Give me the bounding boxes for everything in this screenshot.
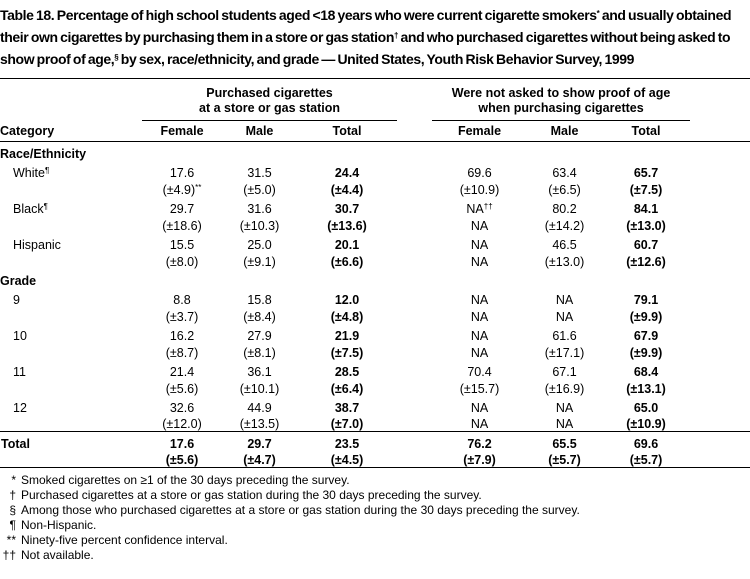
value-cell: 84.1 [633, 201, 659, 216]
section-header: Grade [0, 273, 37, 288]
value-cell: 46.5 [552, 237, 577, 252]
column-group-1-header [142, 79, 397, 121]
right-margin [690, 360, 750, 379]
value-cell: 65.0 [633, 400, 659, 415]
value-cell: (±9.9) [629, 345, 663, 360]
value-cell: 60.7 [633, 237, 659, 252]
value-cell: (±8.0) [165, 254, 199, 269]
column-gap [397, 396, 432, 415]
section-header-row [0, 142, 750, 161]
group-header-spacer [0, 79, 142, 121]
column-gap [397, 451, 432, 468]
value-cell: (±12.6) [626, 254, 666, 269]
value-cell: (±6.4) [330, 381, 364, 396]
value-cell: 32.6 [169, 400, 195, 415]
value-cell: NA [470, 237, 489, 252]
row-label-empty [0, 415, 142, 432]
value-cell: (±13.5) [239, 417, 280, 431]
right-margin [690, 197, 750, 216]
column-gap [397, 79, 432, 121]
row-label-empty [0, 343, 142, 360]
data-row [0, 233, 750, 252]
footnote [0, 473, 750, 488]
row-label: 12 [13, 400, 27, 415]
value-cell: 70.4 [467, 364, 492, 379]
footnotes [0, 468, 750, 563]
right-margin [690, 233, 750, 252]
row-label-empty [0, 379, 142, 396]
section-header-row [0, 269, 750, 288]
value-cell: 21.4 [169, 364, 195, 379]
value-cell: 63.4 [552, 165, 577, 180]
value-cell: (±10.3) [239, 218, 280, 233]
ci-row [0, 343, 750, 360]
data-row [0, 396, 750, 415]
footnote-text: Ninety-five percent confidence interval. [21, 533, 228, 547]
column-gap [397, 415, 432, 432]
row-label-empty [0, 180, 142, 197]
value-cell: (±5.7) [527, 451, 602, 468]
value-cell: 67.9 [633, 328, 659, 343]
column-gap [397, 233, 432, 252]
row-label: Total [0, 432, 142, 451]
column-gap [397, 252, 432, 269]
value-cell: (±15.7) [459, 381, 500, 396]
value-cell: 17.6 [142, 432, 222, 451]
value-cell: (±10.9) [626, 417, 666, 431]
table-body [0, 142, 750, 468]
value-cell: (±5.6) [165, 381, 199, 396]
row-label-empty [0, 307, 142, 324]
value-cell: 12.0 [334, 292, 360, 307]
column-group-2-line1: Were not asked to show proof of age [451, 86, 671, 100]
right-margin [690, 288, 750, 307]
value-cell: (±7.5) [330, 345, 364, 360]
footnote [0, 533, 750, 548]
right-margin [690, 79, 750, 121]
column-gap [397, 307, 432, 324]
value-cell: (±13.0) [626, 218, 666, 233]
row-label-empty [0, 216, 142, 233]
right-margin [690, 216, 750, 233]
data-row [0, 324, 750, 343]
value-cell: 80.2 [552, 201, 577, 216]
value-cell: (±7.5) [629, 182, 663, 197]
value-cell: 25.0 [247, 237, 272, 252]
column-gap [397, 161, 432, 180]
value-cell: 69.6 [467, 165, 492, 180]
value-cell: 65.5 [527, 432, 602, 451]
total-row [0, 432, 750, 451]
ci-row [0, 252, 750, 269]
data-table [0, 79, 750, 468]
category-header: Category [0, 121, 142, 142]
value-cell: NA [470, 417, 489, 431]
column-header-male-2: Male [527, 121, 602, 142]
value-cell: (±7.9) [432, 451, 527, 468]
value-cell: NA [555, 309, 574, 324]
value-cell: 31.5 [247, 165, 272, 180]
value-cell: 67.1 [552, 364, 577, 379]
value-cell: (±4.5) [297, 451, 397, 468]
value-cell: (±6.6) [330, 254, 364, 269]
right-margin [690, 324, 750, 343]
value-cell: NA [470, 345, 489, 360]
column-gap [397, 288, 432, 307]
value-cell: 29.7 [169, 201, 195, 216]
value-cell: 16.2 [169, 328, 195, 343]
value-cell: (±8.7) [165, 345, 199, 360]
table-title: Table 18. Percentage of high school students aged <18 years who were current cigarette smokers* and usually obtained their own cigarettes by purchasing them in a store or gas station† and who purchased cigarettes without being asked to show proof of age,§ by sex, race/ethnicity, and grade — United States, Youth Risk Behavior Survey, 1999 [0, 7, 732, 67]
value-cell: (±4.4) [330, 182, 364, 197]
column-header-male-1: Male [222, 121, 297, 142]
value-cell: 38.7 [334, 400, 360, 415]
right-margin [690, 252, 750, 269]
ci-row [0, 180, 750, 197]
footnote-text: Purchased cigarettes at a store or gas station during the 30 days preceding the survey. [21, 488, 482, 502]
footnote-marker: § [9, 503, 16, 517]
footnote-marker: ¶ [9, 518, 16, 532]
column-header-total-2: Total [602, 121, 690, 142]
data-row [0, 197, 750, 216]
value-cell: NA [470, 309, 489, 324]
value-cell: 23.5 [297, 432, 397, 451]
value-cell: (±18.6) [162, 218, 202, 233]
data-row [0, 360, 750, 379]
value-cell: NA [470, 328, 489, 343]
footnote-marker: †† [2, 548, 16, 562]
row-label-empty [0, 451, 142, 468]
right-margin [690, 343, 750, 360]
footnote-marker: † [9, 488, 16, 502]
column-group-1-line2: at a store or gas station [199, 101, 341, 115]
value-cell: (±16.9) [544, 381, 585, 396]
value-cell: 24.4 [334, 165, 360, 180]
row-label: 9 [13, 292, 20, 307]
value-cell: (±8.1) [243, 345, 276, 360]
value-cell: NA [555, 292, 574, 307]
column-gap [397, 360, 432, 379]
value-cell: (±5.6) [142, 451, 222, 468]
ci-row [0, 379, 750, 396]
column-gap [397, 216, 432, 233]
row-label: Black¶ [13, 201, 48, 216]
right-margin [690, 432, 750, 451]
column-group-2-header [432, 79, 690, 121]
footnote-text: Non-Hispanic. [21, 518, 97, 532]
value-cell: (±13.1) [626, 381, 666, 396]
value-cell: (±4.7) [222, 451, 297, 468]
right-margin [690, 451, 750, 468]
value-cell: 69.6 [602, 432, 690, 451]
value-cell: 31.6 [247, 201, 272, 216]
row-label-empty [0, 252, 142, 269]
data-row [0, 288, 750, 307]
value-cell: NA [555, 400, 574, 415]
data-row [0, 161, 750, 180]
group-header-row [0, 79, 750, 121]
value-cell: (±6.5) [548, 182, 581, 197]
value-cell: 76.2 [432, 432, 527, 451]
value-cell: NA [470, 400, 489, 415]
value-cell: NA [470, 218, 489, 233]
footnote-marker: ** [6, 533, 16, 547]
value-cell: 79.1 [633, 292, 659, 307]
value-cell: (±13.0) [544, 254, 585, 269]
value-cell: 17.6 [169, 165, 195, 180]
value-cell: 20.1 [334, 237, 360, 252]
column-group-2-line2: when purchasing cigarettes [478, 101, 644, 115]
value-cell: NA [555, 417, 574, 431]
value-cell: (±13.6) [327, 218, 367, 233]
value-cell: NA [470, 292, 489, 307]
row-label: Hispanic [13, 237, 61, 252]
value-cell: (±17.1) [544, 345, 585, 360]
value-cell: 61.6 [552, 328, 577, 343]
value-cell: 28.5 [334, 364, 360, 379]
value-cell: 68.4 [633, 364, 659, 379]
value-cell: NA [470, 254, 489, 269]
column-gap [397, 121, 432, 142]
column-header-total-1: Total [297, 121, 397, 142]
value-cell: 15.8 [247, 292, 272, 307]
value-cell: (±8.4) [243, 309, 276, 324]
footnote-text: Smoked cigarettes on ≥1 of the 30 days preceding the survey. [21, 473, 350, 487]
column-gap [397, 432, 432, 451]
footnote [0, 488, 750, 503]
value-cell: 29.7 [222, 432, 297, 451]
footnote-text: Not available. [21, 548, 94, 562]
value-cell: (±4.8) [330, 309, 364, 324]
value-cell: (±5.7) [602, 451, 690, 468]
value-cell: (±10.1) [239, 381, 280, 396]
column-gap [397, 379, 432, 396]
row-label: White¶ [13, 165, 50, 180]
column-gap [397, 197, 432, 216]
value-cell: (±7.0) [330, 417, 364, 431]
footnote [0, 503, 750, 518]
ci-row [0, 415, 750, 432]
value-cell: (±9.9) [629, 309, 663, 324]
right-margin [690, 415, 750, 432]
footnote [0, 518, 750, 533]
footnote-text: Among those who purchased cigarettes at a store or gas station during the 30 days preceding the survey. [21, 503, 580, 517]
value-cell: (±4.9)** [162, 182, 202, 197]
footnote [0, 548, 750, 563]
value-cell: 8.8 [173, 292, 191, 307]
value-cell: (±10.9) [459, 182, 500, 197]
row-label: 10 [13, 328, 27, 343]
column-gap [397, 324, 432, 343]
column-gap [397, 343, 432, 360]
total-ci-row [0, 451, 750, 468]
right-margin [690, 180, 750, 197]
right-margin [690, 307, 750, 324]
section-header: Race/Ethnicity [0, 146, 87, 161]
ci-row [0, 307, 750, 324]
value-cell: 36.1 [247, 364, 272, 379]
value-cell: (±5.0) [243, 182, 276, 197]
right-margin [690, 161, 750, 180]
value-cell: 44.9 [247, 400, 272, 415]
right-margin [690, 379, 750, 396]
column-gap [397, 180, 432, 197]
column-group-1-line1: Purchased cigarettes [206, 86, 333, 100]
footnote-marker: * [11, 473, 16, 487]
value-cell: (±14.2) [544, 218, 585, 233]
column-header-female-2: Female [432, 121, 527, 142]
value-cell: 27.9 [247, 328, 272, 343]
value-cell: 15.5 [169, 237, 195, 252]
value-cell: 30.7 [334, 201, 360, 216]
value-cell: NA†† [466, 201, 493, 216]
value-cell: 65.7 [633, 165, 659, 180]
right-margin [690, 121, 750, 142]
value-cell: (±12.0) [162, 417, 202, 431]
value-cell: (±9.1) [243, 254, 276, 269]
value-cell: 21.9 [334, 328, 360, 343]
column-header-row [0, 121, 750, 142]
column-header-female-1: Female [142, 121, 222, 142]
right-margin [690, 396, 750, 415]
value-cell: (±3.7) [165, 309, 199, 324]
ci-row [0, 216, 750, 233]
row-label: 11 [13, 364, 26, 379]
